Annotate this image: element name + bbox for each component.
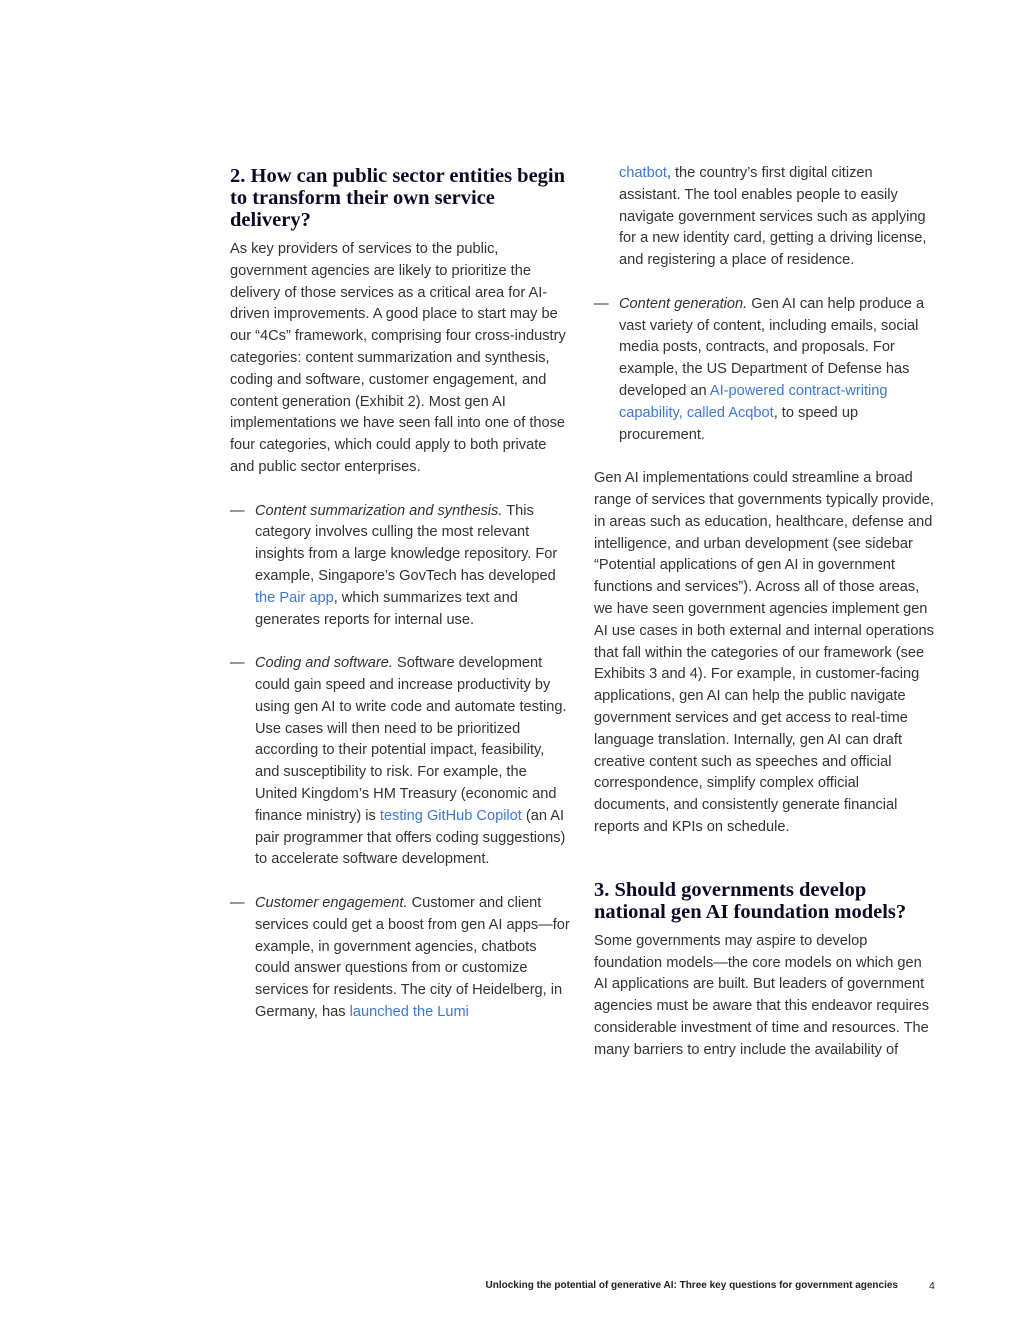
footer-title: Unlocking the potential of generative AI: Three key questions for government agencies [485,1280,898,1291]
bullet-content-summarization [230,501,570,632]
bullet-term: Content generation. [619,295,748,312]
bullet-text: Gen AI can help produce a vast variety of content, including emails, social media posts, contracts, and proposals. For example, the US Department of Defense has developed an [619,295,925,399]
bullet-text: Software development could gain speed and increase productivity by using gen AI to write code and automate testing. Use cases will then need to be prioritized according to their potential impact, feasibility, and susceptibility to risk. For example, the United Kingdom’s HM Treasury (economic and finance ministry) is [255,655,567,824]
bullet-text: Customer and client services could get a boost from gen AI apps—for example, in government agencies, chatbots could answer questions from or customize services for residents. The city of Heidelberg, in Germany, has [255,894,570,1020]
bullet-dash: — [230,655,245,672]
pair-app-link[interactable]: the Pair app [255,589,334,606]
github-copilot-link[interactable]: testing GitHub Copilot [379,807,522,824]
left-column [230,163,570,1024]
bullet-customer-engagement-continued [594,163,938,272]
page-number: 4 [929,1280,935,1292]
section-2-intro: As key providers of services to the public, government agencies are likely to prioritize the delivery of those services as a critical area for AI-driven improvements. A good place to start may be our “4Cs” framework, comprising four cross-industry categories: content summarization and synthesis, coding and software, customer engagement, and content generation (Exhibit 2). Most gen AI implementations we have seen fall into one of those four categories, which could apply to both private and public sector enterprises. [230,241,566,475]
bullet-text: (an AI pair programmer that offers coding suggestions) to accelerate software development. [255,807,566,868]
bullet-content-generation [594,294,938,447]
bullet-term: Content summarization and synthesis. [255,502,503,519]
acqbot-link[interactable]: AI-powered contract-writing capability, called Acqbot [619,382,888,421]
bullet-customer-engagement [230,893,570,1024]
bullet-text: , to speed up procurement. [619,404,859,443]
bullet-dash: — [230,502,245,519]
lumi-link[interactable]: launched the Lumi [349,1003,469,1020]
implementations-paragraph: Gen AI implementations could streamline a broad range of services that governments typically provide, in areas such as education, healthcare, defense and intelligence, and urban development (see sidebar “Potential applications of gen AI in government functions and services”). Across all of those areas, we have seen government agencies implement gen AI use cases in both external and internal operations that fall within the categories of our framework (see Exhibits 3 and 4). For example, in customer-facing applications, gen AI can help the public navigate government services and get access to real-time language translation. Internally, gen AI can draft creative content such as speeches and official correspondence, simplify complex official documents, and consistently generate financial reports and KPIs on schedule. [594,470,934,835]
right-column [594,163,938,1061]
page-footer [0,1280,1020,1296]
section-3-intro: Some governments may aspire to develop foundation models—the core models on which gen AI applications are built. But leaders of government agencies must be aware that this endeavor requires considerable investment of time and resources. The many barriers to entry include the availability of [594,932,930,1058]
bullet-text: , the country’s first digital citizen assistant. The tool enables people to easily navigate government services such as applying for a new identity card, getting a driving license, and registering a place of residence. [619,165,927,269]
section-2-heading: 2. How can public sector entities begin to transform their own service delivery? [230,165,566,231]
bullet-text: , which summarizes text and generates reports for internal use. [255,589,518,628]
bullet-term: Coding and software. [255,655,393,672]
bullet-term: Customer engagement. [255,894,408,911]
section-3-heading: 3. Should governments develop national gen AI foundation models? [594,878,907,923]
bullet-dash: — [594,295,609,312]
bullet-dash: — [230,894,245,911]
bullet-text: This category involves culling the most relevant insights from a large knowledge repository. For example, Singapore’s GovTech has developed [255,502,558,584]
bullet-coding-software [230,653,570,871]
lumi-chatbot-link[interactable]: chatbot [619,165,667,181]
